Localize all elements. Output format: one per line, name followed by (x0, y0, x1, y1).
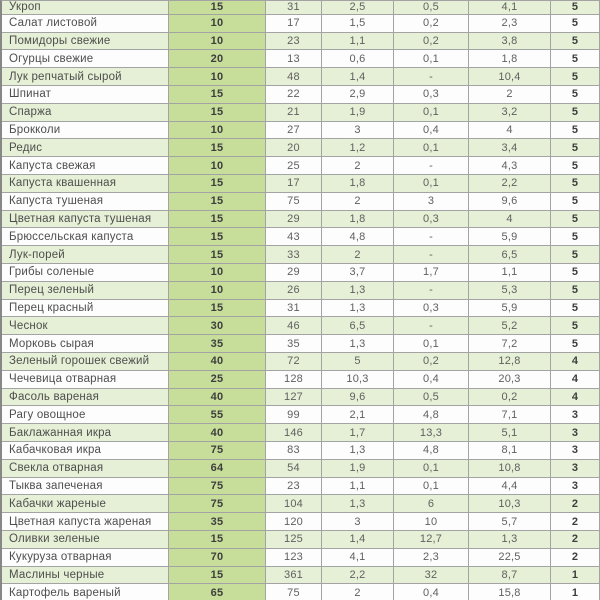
table-row (2, 335, 599, 353)
food-name-cell: Цветная капуста жареная (9, 515, 152, 528)
value-cell-1: 99 (265, 406, 321, 423)
value-cell-4: 3,8 (468, 33, 550, 50)
value-cell-1: 75 (265, 193, 321, 210)
highlighted-index-cell: 75 (168, 442, 265, 459)
value-cell-2: 1,3 (321, 495, 393, 512)
table-row (2, 424, 599, 442)
value-cell-4: 5,3 (468, 282, 550, 299)
value-cell-2: 1,9 (321, 460, 393, 477)
highlighted-index-cell: 40 (168, 353, 265, 370)
table-row (2, 460, 599, 478)
highlighted-index-cell: 10 (168, 264, 265, 281)
value-cell-4: 4,4 (468, 478, 550, 495)
highlighted-index-cell: 25 (168, 371, 265, 388)
value-cell-3: - (393, 157, 468, 174)
value-cell-4: 4,1 (468, 1, 550, 14)
value-cell-4: 15,8 (468, 584, 550, 600)
value-cell-3: - (393, 68, 468, 85)
food-name-cell: Маслины черные (9, 568, 105, 581)
value-cell-1: 104 (265, 495, 321, 512)
value-cell-3: 32 (393, 567, 468, 584)
value-cell-1: 35 (265, 335, 321, 352)
table-row (2, 531, 599, 549)
value-cell-1: 27 (265, 122, 321, 139)
value-cell-3: 10 (393, 513, 468, 530)
score-cell: 5 (550, 33, 599, 50)
score-cell: 4 (550, 389, 599, 406)
table-row (2, 282, 599, 300)
value-cell-4: 2,3 (468, 15, 550, 32)
food-name-cell: Перец зеленый (9, 284, 95, 297)
highlighted-index-cell: 55 (168, 406, 265, 423)
value-cell-3: 0,2 (393, 353, 468, 370)
value-cell-3: 12,7 (393, 531, 468, 548)
table-row (2, 246, 599, 264)
score-cell: 4 (550, 371, 599, 388)
food-name-cell: Цветная капуста тушеная (9, 212, 152, 225)
table-row (2, 584, 599, 600)
value-cell-1: 25 (265, 157, 321, 174)
value-cell-4: 5,7 (468, 513, 550, 530)
highlighted-index-cell: 15 (168, 104, 265, 121)
value-cell-1: 29 (265, 264, 321, 281)
score-cell: 5 (550, 335, 599, 352)
highlighted-index-cell: 15 (168, 246, 265, 263)
table-row (2, 157, 599, 175)
value-cell-1: 23 (265, 33, 321, 50)
value-cell-4: 5,1 (468, 424, 550, 441)
value-cell-2: 2,2 (321, 567, 393, 584)
value-cell-3: 4,8 (393, 442, 468, 459)
value-cell-1: 125 (265, 531, 321, 548)
value-cell-1: 120 (265, 513, 321, 530)
value-cell-2: 1,3 (321, 335, 393, 352)
value-cell-1: 123 (265, 549, 321, 566)
table-row (2, 300, 599, 318)
highlighted-index-cell: 75 (168, 478, 265, 495)
highlighted-index-cell: 10 (168, 15, 265, 32)
food-name-cell: Огурцы свежие (9, 52, 94, 65)
food-name-cell: Салат листовой (9, 17, 98, 30)
table-row (2, 264, 599, 282)
food-name-cell: Картофель вареный (9, 586, 121, 599)
highlighted-index-cell: 20 (168, 50, 265, 67)
food-name-cell: Кукуруза отварная (9, 551, 112, 564)
value-cell-1: 75 (265, 584, 321, 600)
value-cell-3: 13,3 (393, 424, 468, 441)
value-cell-2: 6,5 (321, 317, 393, 334)
value-cell-3: 2,3 (393, 549, 468, 566)
score-cell: 5 (550, 282, 599, 299)
value-cell-3: 4,8 (393, 406, 468, 423)
value-cell-4: 4 (468, 211, 550, 228)
value-cell-2: 2,1 (321, 406, 393, 423)
value-cell-1: 127 (265, 389, 321, 406)
table-row (2, 353, 599, 371)
value-cell-1: 46 (265, 317, 321, 334)
table-row (2, 567, 599, 585)
score-cell: 3 (550, 406, 599, 423)
value-cell-1: 17 (265, 15, 321, 32)
value-cell-3: 0,3 (393, 300, 468, 317)
value-cell-3: 0,5 (393, 1, 468, 14)
value-cell-3: 0,2 (393, 33, 468, 50)
value-cell-3: 0,3 (393, 86, 468, 103)
highlighted-index-cell: 15 (168, 193, 265, 210)
highlighted-index-cell: 15 (168, 567, 265, 584)
food-name-cell: Капуста тушеная (9, 195, 104, 208)
score-cell: 5 (550, 68, 599, 85)
value-cell-4: 5,9 (468, 300, 550, 317)
value-cell-1: 54 (265, 460, 321, 477)
value-cell-3: 0,1 (393, 104, 468, 121)
food-name-cell: Тыква запеченая (9, 479, 103, 492)
value-cell-4: 10,3 (468, 495, 550, 512)
value-cell-2: 2 (321, 246, 393, 263)
value-cell-4: 7,2 (468, 335, 550, 352)
value-cell-3: 0,1 (393, 335, 468, 352)
table-row (2, 122, 599, 140)
value-cell-4: 3,2 (468, 104, 550, 121)
value-cell-4: 2 (468, 86, 550, 103)
value-cell-2: 2 (321, 584, 393, 600)
value-cell-1: 29 (265, 211, 321, 228)
value-cell-3: 1,7 (393, 264, 468, 281)
table-row (2, 406, 599, 424)
value-cell-2: 1,2 (321, 139, 393, 156)
table-row (2, 139, 599, 157)
value-cell-2: 4,8 (321, 228, 393, 245)
table-row (2, 549, 599, 567)
score-cell: 5 (550, 86, 599, 103)
table-row (2, 389, 599, 407)
value-cell-4: 7,1 (468, 406, 550, 423)
table-row (2, 442, 599, 460)
value-cell-4: 0,2 (468, 389, 550, 406)
value-cell-2: 2,9 (321, 86, 393, 103)
value-cell-4: 12,8 (468, 353, 550, 370)
value-cell-2: 1,1 (321, 33, 393, 50)
table-row (2, 211, 599, 229)
value-cell-1: 23 (265, 478, 321, 495)
score-cell: 1 (550, 584, 599, 600)
score-cell: 5 (550, 317, 599, 334)
highlighted-index-cell: 65 (168, 584, 265, 600)
score-cell: 5 (550, 300, 599, 317)
table-row (2, 33, 599, 51)
highlighted-index-cell: 10 (168, 282, 265, 299)
highlighted-index-cell: 15 (168, 531, 265, 548)
value-cell-2: 1,7 (321, 424, 393, 441)
highlighted-index-cell: 10 (168, 68, 265, 85)
score-cell: 5 (550, 246, 599, 263)
food-name-cell: Чечевица отварная (9, 373, 117, 386)
score-cell: 2 (550, 513, 599, 530)
value-cell-1: 31 (265, 300, 321, 317)
highlighted-index-cell: 70 (168, 549, 265, 566)
food-name-cell: Кабачки жареные (9, 497, 107, 510)
table-row (2, 495, 599, 513)
value-cell-3: 0,1 (393, 50, 468, 67)
value-cell-2: 1,3 (321, 282, 393, 299)
value-cell-4: 8,7 (468, 567, 550, 584)
score-cell: 3 (550, 442, 599, 459)
value-cell-2: 1,3 (321, 300, 393, 317)
highlighted-index-cell: 35 (168, 335, 265, 352)
value-cell-2: 1,3 (321, 442, 393, 459)
value-cell-3: 0,3 (393, 211, 468, 228)
food-name-cell: Капуста квашенная (9, 177, 117, 190)
value-cell-3: - (393, 228, 468, 245)
score-cell: 4 (550, 353, 599, 370)
value-cell-1: 43 (265, 228, 321, 245)
value-cell-4: 3,4 (468, 139, 550, 156)
table-row (2, 317, 599, 335)
score-cell: 5 (550, 122, 599, 139)
highlighted-index-cell: 64 (168, 460, 265, 477)
value-cell-2: 5 (321, 353, 393, 370)
food-name-cell: Кабачковая икра (9, 444, 102, 457)
food-name-cell: Лук репчатый сырой (9, 70, 122, 83)
value-cell-3: 0,4 (393, 122, 468, 139)
value-cell-2: 1,8 (321, 211, 393, 228)
food-name-cell: Капуста свежая (9, 159, 96, 172)
value-cell-3: - (393, 246, 468, 263)
highlighted-index-cell: 40 (168, 424, 265, 441)
value-cell-1: 72 (265, 353, 321, 370)
value-cell-2: 0,6 (321, 50, 393, 67)
value-cell-1: 48 (265, 68, 321, 85)
score-cell: 3 (550, 460, 599, 477)
value-cell-2: 1,5 (321, 15, 393, 32)
highlighted-index-cell: 10 (168, 157, 265, 174)
value-cell-4: 8,1 (468, 442, 550, 459)
score-cell: 5 (550, 228, 599, 245)
food-name-cell: Спаржа (9, 106, 52, 119)
value-cell-2: 1,1 (321, 478, 393, 495)
value-cell-4: 22,5 (468, 549, 550, 566)
value-cell-4: 2,2 (468, 175, 550, 192)
food-name-cell: Шпинат (9, 88, 52, 101)
table-row (2, 513, 599, 531)
value-cell-4: 4 (468, 122, 550, 139)
value-cell-2: 4,1 (321, 549, 393, 566)
food-name-cell: Лук-порей (9, 248, 65, 261)
score-cell: 5 (550, 1, 599, 14)
highlighted-index-cell: 10 (168, 122, 265, 139)
highlighted-index-cell: 15 (168, 300, 265, 317)
value-cell-3: 3 (393, 193, 468, 210)
score-cell: 5 (550, 264, 599, 281)
value-cell-3: - (393, 317, 468, 334)
value-cell-4: 6,5 (468, 246, 550, 263)
value-cell-1: 361 (265, 567, 321, 584)
table-row (2, 193, 599, 211)
food-name-cell: Оливки зеленые (9, 533, 100, 546)
value-cell-1: 128 (265, 371, 321, 388)
food-name-cell: Помидоры свежие (9, 34, 111, 47)
food-name-cell: Чеснок (9, 319, 48, 332)
value-cell-4: 1,8 (468, 50, 550, 67)
highlighted-index-cell: 35 (168, 513, 265, 530)
food-name-cell: Перец красный (9, 301, 94, 314)
food-name-cell: Брюссельская капуста (9, 230, 134, 243)
value-cell-2: 1,9 (321, 104, 393, 121)
highlighted-index-cell: 75 (168, 495, 265, 512)
highlighted-index-cell: 15 (168, 211, 265, 228)
value-cell-2: 2 (321, 157, 393, 174)
value-cell-1: 21 (265, 104, 321, 121)
value-cell-3: 0,4 (393, 584, 468, 600)
food-name-cell: Укроп (9, 1, 41, 14)
value-cell-3: 0,1 (393, 478, 468, 495)
value-cell-1: 13 (265, 50, 321, 67)
score-cell: 5 (550, 139, 599, 156)
value-cell-2: 9,6 (321, 389, 393, 406)
value-cell-3: 6 (393, 495, 468, 512)
value-cell-2: 1,8 (321, 175, 393, 192)
highlighted-index-cell: 40 (168, 389, 265, 406)
value-cell-1: 26 (265, 282, 321, 299)
food-name-cell: Брокколи (9, 123, 61, 136)
highlighted-index-cell: 15 (168, 228, 265, 245)
value-cell-1: 17 (265, 175, 321, 192)
food-name-cell: Грибы соленые (9, 266, 95, 279)
score-cell: 5 (550, 50, 599, 67)
value-cell-4: 1,3 (468, 531, 550, 548)
score-cell: 2 (550, 495, 599, 512)
score-cell: 5 (550, 211, 599, 228)
value-cell-4: 5,9 (468, 228, 550, 245)
table-row (2, 371, 599, 389)
score-cell: 3 (550, 478, 599, 495)
value-cell-2: 3 (321, 122, 393, 139)
value-cell-4: 20,3 (468, 371, 550, 388)
score-cell: 5 (550, 157, 599, 174)
value-cell-1: 22 (265, 86, 321, 103)
value-cell-1: 83 (265, 442, 321, 459)
highlighted-index-cell: 15 (168, 1, 265, 14)
table-row (2, 228, 599, 246)
value-cell-2: 3,7 (321, 264, 393, 281)
value-cell-2: 2 (321, 193, 393, 210)
score-cell: 5 (550, 104, 599, 121)
value-cell-4: 4,3 (468, 157, 550, 174)
food-name-cell: Фасоль вареная (9, 390, 99, 403)
table-row (2, 86, 599, 104)
value-cell-3: - (393, 282, 468, 299)
value-cell-4: 5,2 (468, 317, 550, 334)
value-cell-3: 0,1 (393, 139, 468, 156)
value-cell-3: 0,4 (393, 371, 468, 388)
table-row (2, 15, 599, 33)
value-cell-1: 20 (265, 139, 321, 156)
highlighted-index-cell: 30 (168, 317, 265, 334)
highlighted-index-cell: 15 (168, 86, 265, 103)
highlighted-index-cell: 15 (168, 139, 265, 156)
score-cell: 2 (550, 531, 599, 548)
score-cell: 2 (550, 549, 599, 566)
score-cell: 1 (550, 567, 599, 584)
score-cell: 5 (550, 193, 599, 210)
food-name-cell: Зеленый горошек свежий (9, 355, 150, 368)
score-cell: 5 (550, 15, 599, 32)
value-cell-3: 0,5 (393, 389, 468, 406)
food-name-cell: Баклажанная икра (9, 426, 112, 439)
food-name-cell: Свекла отварная (9, 462, 104, 475)
score-cell: 3 (550, 424, 599, 441)
highlighted-index-cell: 15 (168, 175, 265, 192)
value-cell-1: 33 (265, 246, 321, 263)
value-cell-3: 0,1 (393, 175, 468, 192)
value-cell-2: 1,4 (321, 531, 393, 548)
food-name-cell: Редис (9, 141, 43, 154)
table-row (2, 1, 599, 15)
value-cell-3: 0,1 (393, 460, 468, 477)
food-name-cell: Рагу овощное (9, 408, 86, 421)
value-cell-4: 9,6 (468, 193, 550, 210)
highlighted-index-cell: 10 (168, 33, 265, 50)
value-cell-4: 1,1 (468, 264, 550, 281)
value-cell-1: 146 (265, 424, 321, 441)
table-row (2, 50, 599, 68)
food-name-cell: Морковь сырая (9, 337, 94, 350)
table-row (2, 478, 599, 496)
score-cell: 5 (550, 175, 599, 192)
value-cell-4: 10,4 (468, 68, 550, 85)
table-row (2, 104, 599, 122)
value-cell-1: 31 (265, 1, 321, 14)
value-cell-2: 2,5 (321, 1, 393, 14)
value-cell-4: 10,8 (468, 460, 550, 477)
table-row (2, 68, 599, 86)
value-cell-3: 0,2 (393, 15, 468, 32)
table-row (2, 175, 599, 193)
value-cell-2: 1,4 (321, 68, 393, 85)
value-cell-2: 3 (321, 513, 393, 530)
value-cell-2: 10,3 (321, 371, 393, 388)
